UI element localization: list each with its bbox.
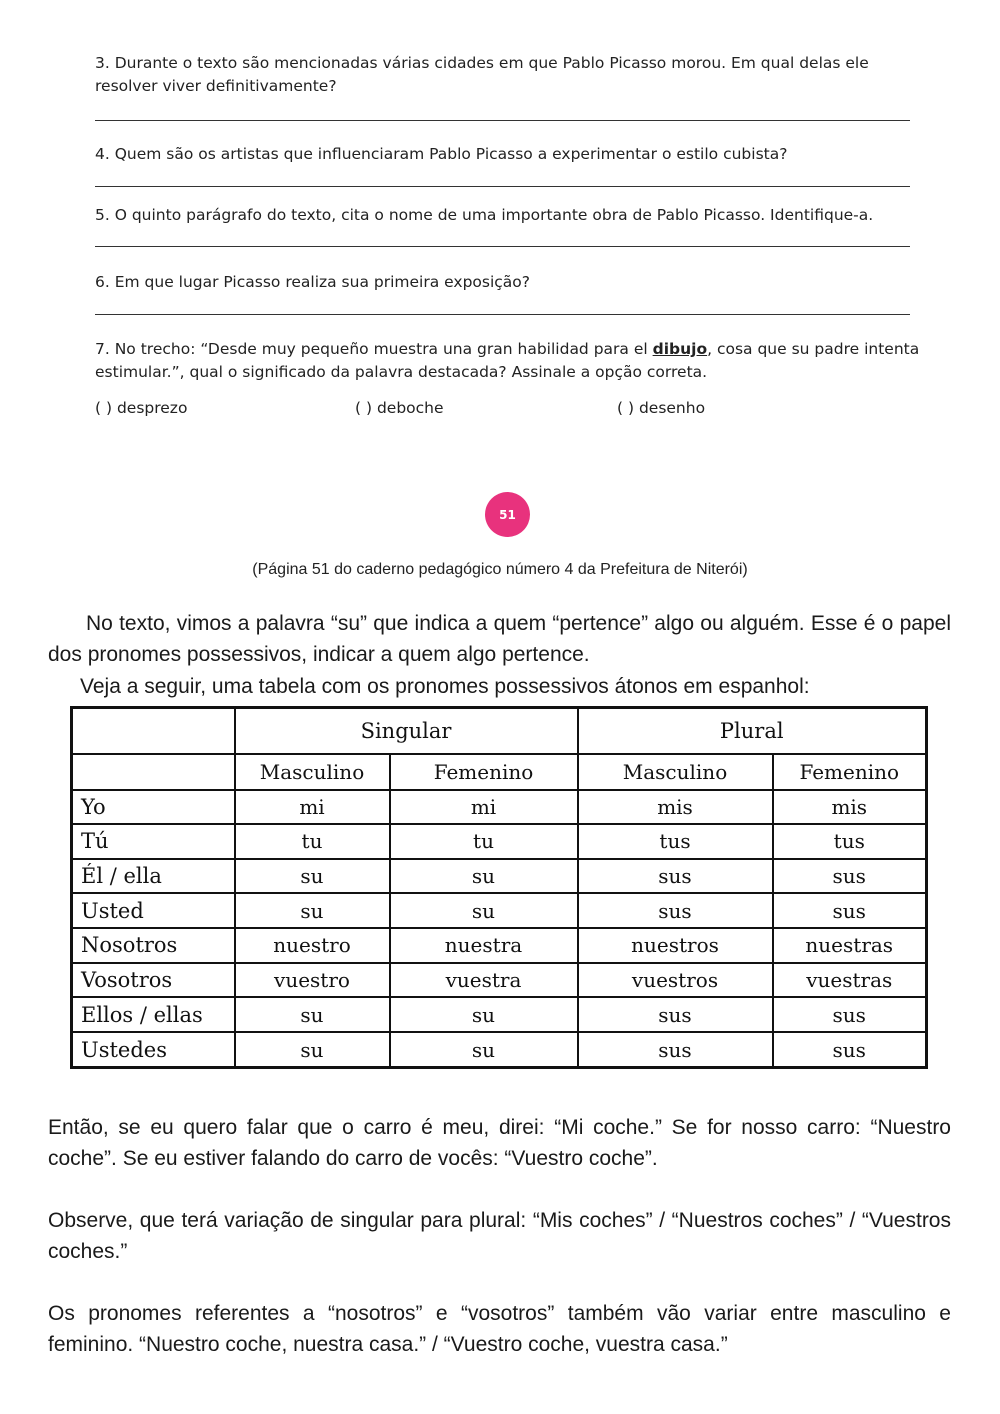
cell: sus (773, 1032, 927, 1067)
cell: sus (578, 1032, 773, 1067)
cell: su (235, 997, 390, 1032)
table-row (72, 893, 927, 928)
option-deboche[interactable]: ( ) deboche (355, 399, 444, 417)
table-row (72, 790, 927, 825)
sub-sing-masc: Masculino (235, 754, 390, 790)
blank-cell (72, 754, 235, 790)
table-row (72, 1032, 927, 1067)
table-row (72, 824, 927, 859)
cell: mi (390, 790, 578, 825)
cell: vuestros (578, 963, 773, 998)
table-row (72, 963, 927, 998)
page-number-badge: 51 (485, 492, 530, 537)
cell: su (235, 893, 390, 928)
example-paragraph-1: Então, se eu quero falar que o carro é meu, direi: “Mi coche.” Se for nosso carro: “Nuestro coche”. Se eu estiver falando do carro de vocês: “Vuestro coche”. (48, 1116, 951, 1170)
table-row (72, 859, 927, 894)
row-label: Usted (72, 893, 235, 928)
cell: su (390, 997, 578, 1032)
table-row (72, 928, 927, 963)
option-desenho[interactable]: ( ) desenho (617, 399, 706, 417)
cell: su (390, 1032, 578, 1067)
answer-line-4[interactable] (95, 186, 910, 187)
cell: vuestra (390, 963, 578, 998)
cell: sus (773, 997, 927, 1032)
cell: sus (773, 893, 927, 928)
question-7 (95, 338, 920, 384)
table-intro: Veja a seguir, uma tabela com os pronomes possessivos átonos em espanhol: (80, 675, 810, 698)
group-singular: Singular (235, 708, 578, 754)
cell: nuestro (235, 928, 390, 963)
possessive-pronoun-table (70, 706, 925, 1069)
example-paragraph-2: Observe, que terá variação de singular para plural: “Mis coches” / “Nuestros coches” / “Vuestros coches.” (48, 1209, 951, 1263)
answer-line-5[interactable] (95, 246, 910, 247)
answer-line-6[interactable] (95, 314, 910, 315)
example-paragraph-3: Os pronomes referentes a “nosotros” e “vosotros” também vão variar entre masculino e feminino. “Nuestro coche, nuestra casa.” / “Vuestro coche, vuestra casa.” (48, 1302, 951, 1356)
corner-cell (72, 708, 235, 754)
cell: tu (235, 824, 390, 859)
row-label: Vosotros (72, 963, 235, 998)
cell: su (235, 859, 390, 894)
cell: tus (773, 824, 927, 859)
sub-sing-fem: Femenino (390, 754, 578, 790)
option-desprezo[interactable]: ( ) desprezo (95, 399, 188, 417)
cell: vuestras (773, 963, 927, 998)
question-7-text-start: 7. No trecho: “Desde muy pequeño muestra una gran habilidad para el (95, 340, 653, 358)
question-4: 4. Quem são os artistas que influenciaram Pablo Picasso a experimentar o estilo cubista? (95, 145, 788, 163)
question-3: 3. Durante o texto são mencionadas várias cidades em que Pablo Picasso morou. Em qual delas ele resolver viver definitivamente? (95, 54, 869, 95)
cell: sus (578, 997, 773, 1032)
question-6: 6. Em que lugar Picasso realiza sua primeira exposição? (95, 273, 531, 291)
cell: sus (773, 859, 927, 894)
intro-paragraph: No texto, vimos a palavra “su” que indica a quem “pertence” algo ou alguém. Esse é o papel dos pronomes possessivos, indicar a quem algo pertence. (48, 612, 951, 666)
cell: tus (578, 824, 773, 859)
cell: nuestras (773, 928, 927, 963)
group-plural: Plural (578, 708, 927, 754)
row-label: Nosotros (72, 928, 235, 963)
row-label: Yo (72, 790, 235, 825)
cell: tu (390, 824, 578, 859)
cell: nuestra (390, 928, 578, 963)
row-label: Tú (72, 824, 235, 859)
cell: su (390, 859, 578, 894)
cell: mi (235, 790, 390, 825)
question-7-text-end: , cosa que su padre intenta estimular.”, qual o significado da palavra destacada? Assinale a opção correta. (95, 340, 920, 381)
row-label: Él / ella (72, 859, 235, 894)
table-row (72, 997, 927, 1032)
highlighted-word: dibujo (652, 340, 708, 358)
sub-plur-masc: Masculino (578, 754, 773, 790)
page-caption: (Página 51 do caderno pedagógico número 4 da Prefeitura de Niterói) (252, 561, 748, 578)
cell: su (235, 1032, 390, 1067)
cell: sus (578, 859, 773, 894)
sub-plur-fem: Femenino (773, 754, 927, 790)
cell: mis (578, 790, 773, 825)
cell: nuestros (578, 928, 773, 963)
cell: mis (773, 790, 927, 825)
cell: sus (578, 893, 773, 928)
question-5: 5. O quinto parágrafo do texto, cita o nome de uma importante obra de Pablo Picasso. Identifique-a. (95, 206, 874, 224)
cell: su (390, 893, 578, 928)
cell: vuestro (235, 963, 390, 998)
row-label: Ellos / ellas (72, 997, 235, 1032)
row-label: Ustedes (72, 1032, 235, 1067)
answer-line-3[interactable] (95, 120, 910, 121)
